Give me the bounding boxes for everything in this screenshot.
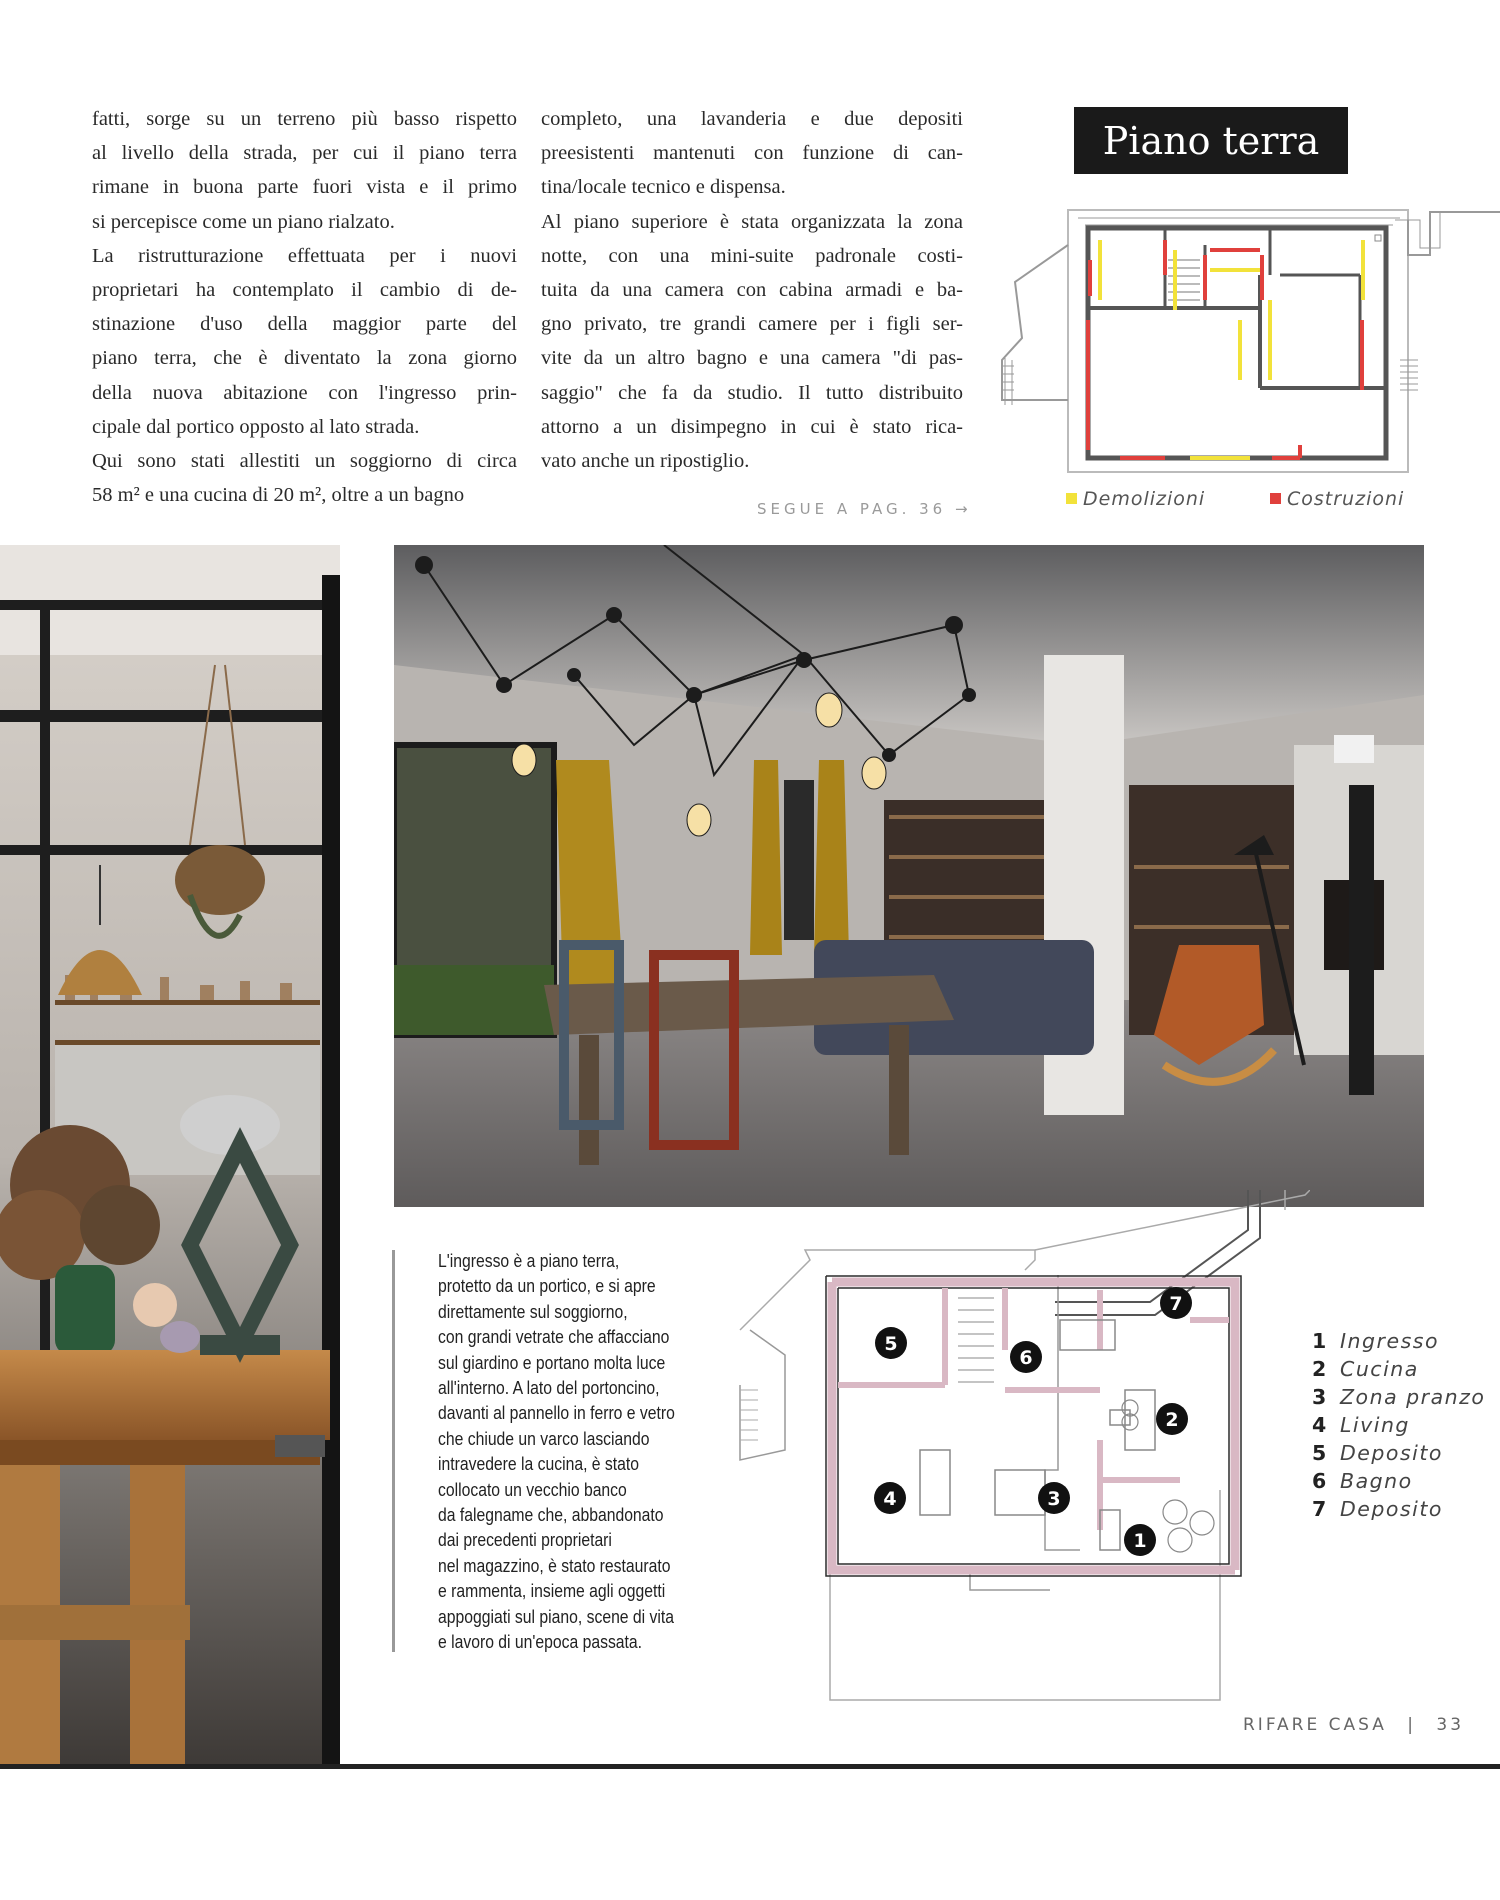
legend-costruzioni xyxy=(1270,488,1404,510)
continued-on-page: SEGUE A PAG. 36 → xyxy=(757,500,972,518)
text-line: fatti, sorge su un terreno più basso rispetto xyxy=(92,108,517,130)
text-line: attorno a un disimpegno in cui è stato rica- xyxy=(541,415,963,438)
text-line: La ristrutturazione effettuata per i nuovi xyxy=(92,244,517,267)
caption-line: intravedere la cucina, è stato xyxy=(438,1453,640,1475)
text-line: Al piano superiore è stata organizzata la zona xyxy=(541,210,963,233)
text-line: cipale dal portico opposto al lato strada. xyxy=(92,415,420,438)
room-item: 3 Zona pranzo xyxy=(1312,1385,1486,1409)
legend-costruzioni-label: Costruzioni xyxy=(1287,488,1405,510)
marker-2: 2 xyxy=(1165,1409,1179,1431)
room-item: 2 Cucina xyxy=(1312,1357,1419,1381)
text-line: rimane in buona parte fuori vista e il primo xyxy=(92,176,517,199)
room-item: 7 Deposito xyxy=(1312,1497,1443,1521)
legend-demolizioni xyxy=(1066,488,1205,510)
legend-red-swatch xyxy=(1270,493,1281,504)
room-item: 1 Ingresso xyxy=(1312,1329,1439,1353)
page-number: 33 xyxy=(1436,1715,1465,1735)
text-line: notte, con una mini-suite padronale costi- xyxy=(541,244,963,267)
photo-caption xyxy=(438,1248,687,1655)
caption-line: con grandi vetrate che affacciano xyxy=(438,1326,670,1348)
text-line: vite da un altro bagno e una camera "di pas- xyxy=(541,347,963,370)
legend-demolizioni-label: Demolizioni xyxy=(1083,488,1206,510)
photo-workbench xyxy=(0,545,340,1768)
caption-line: davanti al pannello in ferro e vetro xyxy=(438,1402,675,1424)
text-line: al livello della strada, per cui il piano terra xyxy=(92,142,517,165)
bottom-rule xyxy=(0,1764,1500,1769)
caption-line: e rammenta, insieme agli oggetti xyxy=(438,1580,666,1602)
floor-plan-demolitions xyxy=(1000,200,1500,480)
caption-line: all'interno. A lato del portoncino, xyxy=(438,1377,660,1399)
text-line: 58 m² e una cucina di 20 m², oltre a un bagno xyxy=(92,484,465,507)
text-line: della nuova abitazione con l'ingresso prin- xyxy=(92,381,517,404)
caption-line: appoggiati sul piano, scene di vita xyxy=(438,1605,674,1627)
marker-3: 3 xyxy=(1047,1488,1061,1510)
marker-4: 4 xyxy=(883,1488,897,1510)
room-item: 6 Bagno xyxy=(1312,1469,1413,1493)
room-item: 4 Living xyxy=(1312,1413,1410,1437)
room-legend xyxy=(1312,1327,1485,1523)
photo-living-room xyxy=(394,545,1424,1207)
text-line: preesistenti mantenuti con funzione di can- xyxy=(541,142,963,165)
floor-plan-ground xyxy=(730,1190,1310,1710)
article-column-2 xyxy=(541,102,963,478)
caption-line: sul giardino e portano molta luce xyxy=(438,1351,666,1373)
marker-6: 6 xyxy=(1019,1347,1033,1369)
article-column-1 xyxy=(92,102,517,512)
caption-line: che chiude un varco lasciando xyxy=(438,1427,650,1449)
room-item: 5 Deposito xyxy=(1312,1441,1443,1465)
text-line: stinazione d'uso della maggior parte del xyxy=(92,313,517,336)
text-line: saggio" che fa da studio. Il tutto distribuito xyxy=(541,381,963,404)
caption-line: e lavoro di un'epoca passata. xyxy=(438,1631,643,1653)
text-line: tuita da una camera con cabina armadi e ba- xyxy=(541,279,963,302)
text-line: Qui sono stati allestiti un soggiorno di circa xyxy=(92,450,517,473)
caption-line: collocato un vecchio banco xyxy=(438,1478,627,1500)
text-line: si percepisce come un piano rialzato. xyxy=(92,210,395,233)
footer-separator: | xyxy=(1407,1715,1417,1735)
caption-line: nel magazzino, è stato restaurato xyxy=(438,1554,671,1576)
text-line: proprietari ha contemplato il cambio di de- xyxy=(92,279,517,302)
text-line: tina/locale tecnico e dispensa. xyxy=(541,176,786,199)
caption-line: dai precedenti proprietari xyxy=(438,1529,612,1551)
magazine-name: RIFARE CASA xyxy=(1243,1715,1387,1735)
caption-line: L'ingresso è a piano terra, xyxy=(438,1250,620,1271)
caption-rule xyxy=(392,1250,395,1652)
text-line: completo, una lavanderia e due depositi xyxy=(541,108,963,130)
legend-yellow-swatch xyxy=(1066,493,1077,504)
text-line: gno privato, tre grandi camere per i figli ser- xyxy=(541,313,963,336)
marker-5: 5 xyxy=(884,1333,898,1355)
caption-line: da falegname che, abbandonato xyxy=(438,1504,664,1526)
caption-line: direttamente sul soggiorno, xyxy=(438,1300,628,1322)
text-line: piano terra, che è diventato la zona giorno xyxy=(92,347,517,370)
plan-title: Piano terra xyxy=(1074,107,1348,174)
marker-7: 7 xyxy=(1169,1293,1183,1315)
marker-1: 1 xyxy=(1133,1530,1147,1552)
caption-line: protetto da un portico, e si apre xyxy=(438,1275,656,1297)
page-footer xyxy=(1243,1715,1464,1735)
text-line: vato anche un ripostiglio. xyxy=(541,450,750,473)
